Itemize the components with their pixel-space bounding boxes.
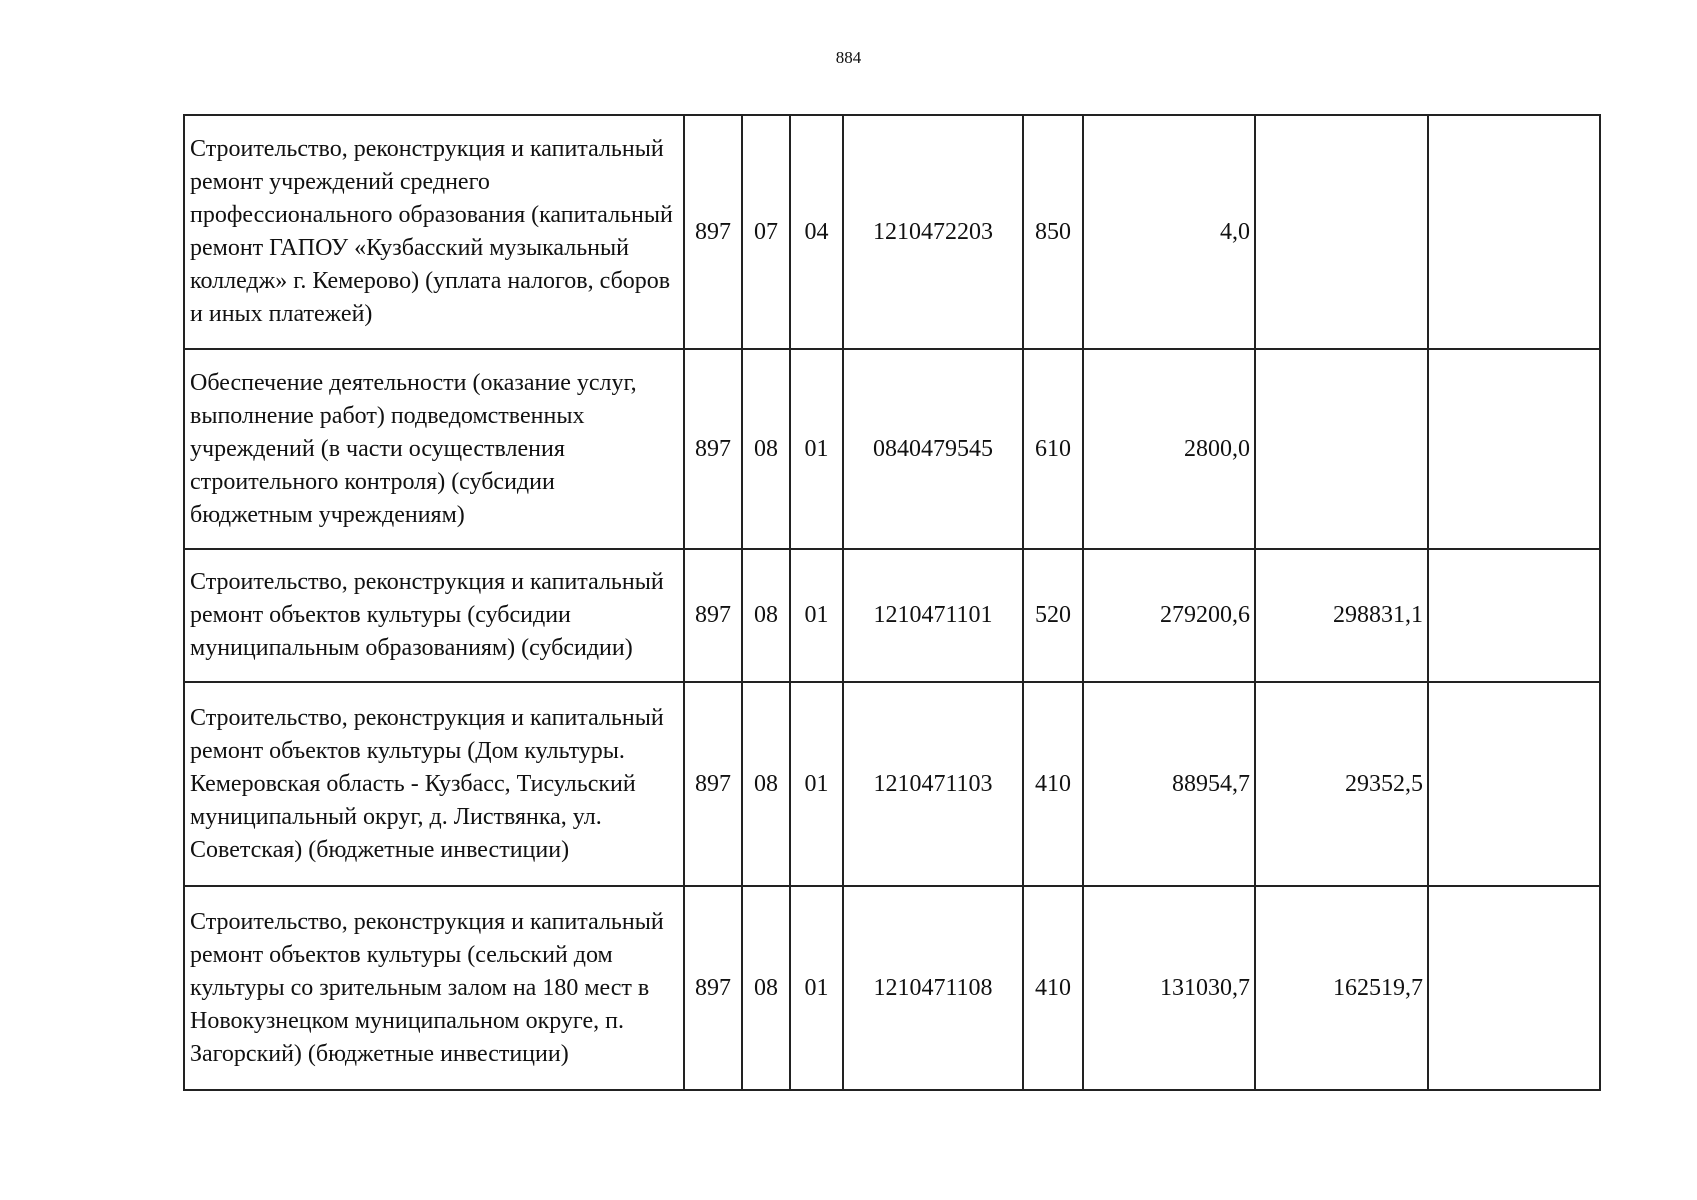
sum-year-2: 29352,5 (1255, 682, 1428, 886)
table-row (184, 349, 1600, 549)
row-description: Строительство, реконструкция и капитальный ремонт объектов культуры (сельский дом культуры со зрительным залом на 180 мест в Новокузнецком муниципальном округе, п. Загорский) (бюджетные инвестиции) (184, 886, 684, 1090)
sum-year-1: 2800,0 (1083, 349, 1255, 549)
page-number: 884 (835, 48, 862, 67)
sum-year-1: 279200,6 (1083, 549, 1255, 682)
table-row (184, 549, 1600, 682)
row-description: Строительство, реконструкция и капитальный ремонт объектов культуры (субсидии муниципальным образованиям) (субсидии) (184, 549, 684, 682)
subsection-code: 04 (790, 115, 843, 349)
ministry-code: 897 (684, 549, 742, 682)
ministry-code: 897 (684, 349, 742, 549)
section-code: 07 (742, 115, 790, 349)
subsection-code: 01 (790, 886, 843, 1090)
sum-year-3 (1428, 349, 1600, 549)
table-row (184, 886, 1600, 1090)
target-article-code: 1210471103 (843, 682, 1023, 886)
ministry-code: 897 (684, 115, 742, 349)
table-row (184, 115, 1600, 349)
row-description: Обеспечение деятельности (оказание услуг, выполнение работ) подведомственных учреждений (в части осуществления строительного контроля) (субсидии бюджетным учреждениям) (184, 349, 684, 549)
target-article-code: 1210471101 (843, 549, 1023, 682)
ministry-code: 897 (684, 682, 742, 886)
sum-year-3 (1428, 115, 1600, 349)
target-article-code: 1210472203 (843, 115, 1023, 349)
table-row (184, 682, 1600, 886)
sum-year-1: 131030,7 (1083, 886, 1255, 1090)
expense-type-code: 410 (1023, 682, 1083, 886)
section-code: 08 (742, 549, 790, 682)
budget-table (183, 114, 1601, 1091)
sum-year-2 (1255, 349, 1428, 549)
section-code: 08 (742, 349, 790, 549)
target-article-code: 0840479545 (843, 349, 1023, 549)
row-description: Строительство, реконструкция и капитальный ремонт учреждений среднего профессионального образования (капитальный ремонт ГАПОУ «Кузбасский музыкальный колледж» г. Кемерово) (уплата налогов, сборов и иных платежей) (184, 115, 684, 349)
expense-type-code: 410 (1023, 886, 1083, 1090)
target-article-code: 1210471108 (843, 886, 1023, 1090)
expense-type-code: 850 (1023, 115, 1083, 349)
subsection-code: 01 (790, 549, 843, 682)
sum-year-2: 298831,1 (1255, 549, 1428, 682)
section-code: 08 (742, 886, 790, 1090)
subsection-code: 01 (790, 349, 843, 549)
sum-year-3 (1428, 549, 1600, 682)
sum-year-3 (1428, 886, 1600, 1090)
sum-year-2 (1255, 115, 1428, 349)
sum-year-1: 88954,7 (1083, 682, 1255, 886)
sum-year-2: 162519,7 (1255, 886, 1428, 1090)
expense-type-code: 610 (1023, 349, 1083, 549)
sum-year-3 (1428, 682, 1600, 886)
expense-type-code: 520 (1023, 549, 1083, 682)
row-description: Строительство, реконструкция и капитальный ремонт объектов культуры (Дом культуры. Кемеровская область - Кузбасс, Тисульский муниципальный округ, д. Листвянка, ул. Советская) (бюджетные инвестиции) (184, 682, 684, 886)
subsection-code: 01 (790, 682, 843, 886)
sum-year-1: 4,0 (1083, 115, 1255, 349)
section-code: 08 (742, 682, 790, 886)
ministry-code: 897 (684, 886, 742, 1090)
